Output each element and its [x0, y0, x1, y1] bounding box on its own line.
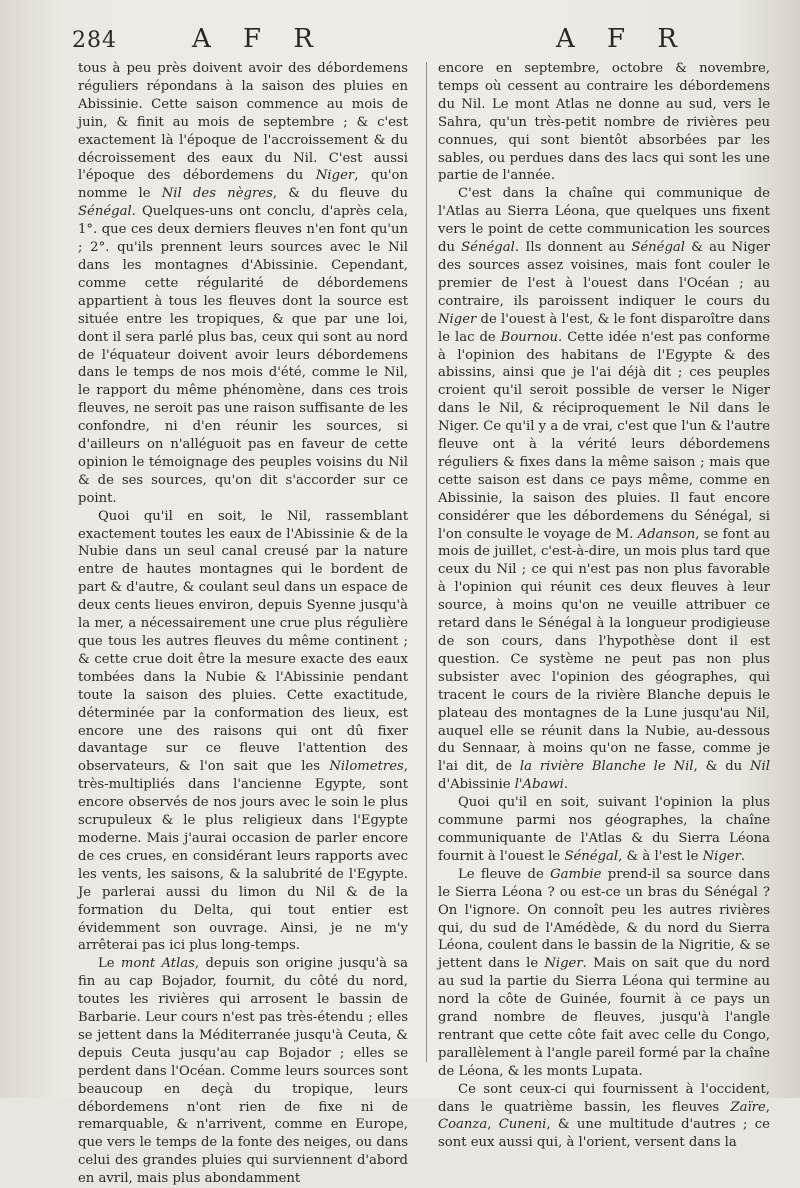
- column-divider: [426, 62, 427, 1062]
- text-run: , depuis son origine jusqu'à sa fin au cap Bojador, fournit, du côté du nord, toutes les rivières qui arrosent le bassin de Barbarie. Leur cours n'est pas très-étendu ; elles se jettent dans la Méditerranée jusqu'à Ceuta, & depuis Ceuta jusqu'au cap Bojador ; elles se perdent dans l'Océan. Comme leurs sources sont beaucoup en deçà du tropique, leurs débordemens n'ont rien de fixe ni de remarquable, & n'arrivent, comme en Europe, que vers le temps de la fonte des neiges, ou dans celui des grandes pluies qui surviennent d'abord en avril, mais plus abondamment: [78, 956, 408, 1187]
- italic-term: Nil: [750, 759, 770, 775]
- text-run: . Cette idée n'est pas conforme à l'opinion des habitans de l'Egypte & des abissins, ainsi que je l'ai déjà dit ; ces peuples croient qu'il seroit possible de verser le Niger dans le Nil, & réciproquement le Nil dans le Niger. Ce qu'il y a de vrai, c'est que l'un & l'autre fleuve ont à la vérité leurs débordemens réguliers & fixes dans la même saison ; mais que cette saison est dans ce pays même, comme en Abissinie, la saison des pluies. Il faut encore considérer que les débordemens du Sénégal, si l'on consulte le voyage de M.: [438, 329, 770, 542]
- text-run: d'Abissinie: [438, 777, 515, 793]
- italic-term: Nilometres: [329, 759, 404, 775]
- italic-term: Cuneni: [498, 1117, 547, 1133]
- text-run: , & du: [693, 759, 750, 775]
- text-run: C'est dans la chaîne qui communique de l'Atlas au Sierra Léona, que quelques uns fixent vers le point de cette communication les sources du: [438, 186, 770, 256]
- italic-term: Sénégal: [461, 240, 515, 256]
- text-run: ,: [487, 1117, 499, 1133]
- italic-term: Nil des nègres: [161, 186, 273, 202]
- left-column: [78, 60, 408, 1187]
- italic-term: Niger: [702, 848, 741, 864]
- text-run: de l'ouest à l'est, & le font disparoître dans le lac de: [438, 311, 770, 345]
- text-run: , se font au mois de juillet, c'est-à-dire, un mois plus tard que ceux du Nil ; ce qui n'est pas non plus favorable à l'opinion qui réunit ces deux fleuves à leur source, à moins qu'on ne veuille attribuer ce retard dans le Sénégal à la longueur prodigieuse de son cours, dans l'hypothèse dont il est question. Ce système ne peut pas non plus subsister avec l'opinion des géographes, qui tracent le cours de la rivière Blanche depuis le plateau des montagnes de la Lune jusqu'au Nil, auquel elle se réunit dans la Nubie, au-dessous du Sennaar, à moins qu'on ne fasse, comme je l'ai dit, de: [438, 526, 770, 775]
- text-run: tous à peu près doivent avoir des débordemens réguliers répondans à la saison des pluies en Abissinie. Cette saison commence au mois de juin, & finit au mois de septembre ; & c'est exactement là l'époque de l'accroissement & du décroissement des eaux du Nil. C'est aussi l'époque des débordemens du: [78, 61, 408, 184]
- text-run: . Ils donnent au: [514, 240, 632, 256]
- text-run: , qu'on nomme le: [78, 168, 408, 202]
- paragraph: [438, 60, 770, 185]
- text-run: Quoi qu'il en soit, le Nil, rassemblant exactement toutes les eaux de l'Abissinie & de la Nubie dans un seul canal creusé par la nature entre de hautes montagnes qui le bordent de part & d'autre, & coulant seul dans un espace de deux cents lieues environ, depuis Syenne jusqu'à la mer, a nécessairement une crue plus régulière que tous les autres fleuves du même continent ; & cette crue doit être la mesure exacte des eaux tombées dans la Nubie & l'Abissinie pendant toute la saison des pluies. Cette exactitude, déterminée par la conformation des lieux, est encore une des raisons qui ont dû fixer davantage sur ce fleuve l'attention des observateurs, & l'on sait que les: [78, 508, 408, 775]
- paragraph: [438, 794, 770, 866]
- text-run: prend-il sa source dans le Sierra Léona ? ou est-ce un bras du Sénégal ? On l'ignore. On connoît peu les autres rivières qui, du sud de l'Amédède, & du nord du Sierra Léona, coulent dans le bassin de la Nigritie, & se jettent dans le: [438, 866, 770, 972]
- italic-term: mont Atlas: [120, 956, 195, 972]
- paragraph: [78, 508, 408, 956]
- running-head-left: A F R: [192, 24, 325, 54]
- text-run: , très-multipliés dans l'ancienne Egypte, sont encore observés de nos jours avec le soin le plus scrupuleux & le plus religieux dans l'Egypte moderne. Mais j'aurai occasion de parler encore de ces crues, en considérant leurs rapports avec les vents, les saisons, & la salubrité de l'Egypte. Je parlerai aussi du limon du Nil & de la formation du Delta, qui tout entier est évidemment son ouvrage. Ainsi, je ne m'y arrêterai pas ici plus long-temps.: [78, 759, 408, 954]
- right-column: [438, 60, 770, 1151]
- running-head-right: A F R: [556, 24, 689, 54]
- text-run: , & du fleuve du: [272, 186, 408, 202]
- page-number: 284: [72, 28, 117, 53]
- italic-term: Sénégal: [78, 204, 132, 220]
- italic-term: Niger: [315, 168, 355, 184]
- italic-term: Niger: [544, 956, 583, 972]
- text-run: Quoi qu'il en soit, suivant l'opinion la plus commune parmi nos géographes, la chaîne communiquante de l'Atlas & du Sierra Léona fournit à l'ouest le: [438, 795, 770, 864]
- paragraph: [78, 955, 408, 1188]
- text-run: . Quelques-uns ont conclu, d'après cela, 1°. que ces deux derniers fleuves n'en font qu'un ; 2°. qu'ils prennent leurs sources avec le Nil dans les montagnes d'Abissinie. Cependant, comme cette régularité de débordemens appartient à tous les fleuves dont la source est située entre les tropiques, & que par une loi, dont il sera parlé plus bas, ceux qui sont au nord de l'équateur doivent avoir leurs débordemens dans le temps de nos mois d'été, comme le Nil, le rapport du même phénomène, dans ces trois fleuves, ne seroit pas une raison suffisante de les confondre, ni d'en réunir les sources, si d'ailleurs on n'alléguoit pas en faveur de cette opinion le témoignage des peuples voisins du Nil & de ses sources, qu'on dit s'accorder sur ce point.: [78, 204, 408, 506]
- italic-term: la rivière Blanche le Nil: [519, 759, 694, 775]
- italic-term: l'Abawi: [514, 777, 564, 793]
- text-run: , & à l'est le: [618, 848, 703, 864]
- text-run: & au Niger des sources assez voisines, mais font couler le premier de l'est à l'ouest dans l'Océan ; au contraire, ils paroissent indiquer le cours du: [438, 240, 770, 309]
- italic-term: Sénégal: [564, 848, 619, 864]
- paragraph: [438, 185, 770, 794]
- italic-term: Bournou: [500, 329, 559, 345]
- italic-term: Niger: [438, 311, 477, 327]
- paragraph: [438, 1081, 770, 1153]
- text-run: encore en septembre, octobre & novembre, temps où cessent au contraire les débordemens du Nil. Le mont Atlas ne donne au sud, vers le Sahra, qu'un très-petit nombre de rivières peu connues, qui sont bientôt absorbées par les sables, ou perdues dans des lacs qui sont les une partie de l'année.: [438, 61, 770, 184]
- italic-term: Zaïre: [730, 1099, 766, 1115]
- text-run: Le: [98, 956, 121, 972]
- italic-term: Coanza: [438, 1117, 488, 1133]
- text-run: .: [740, 848, 746, 864]
- paragraph: [438, 866, 770, 1081]
- text-run: ,: [765, 1099, 770, 1115]
- text-run: , & une multitude d'autres ; ce sont eux aussi qui, à l'orient, versent dans la: [438, 1117, 770, 1151]
- text-run: .: [563, 777, 569, 793]
- italic-term: Adanson: [637, 526, 696, 542]
- page-header: [0, 22, 800, 56]
- text-run: . Mais on sait que du nord au sud la partie du Sierra Léona qui termine au nord la côte de Guinée, fournit à ce pays un grand nombre de fleuves, jusqu'à l'angle rentrant que cette côte fait avec celle du Congo, parallèlement à l'angle pareil formé par la chaîne de Léona, & les monts Lupata.: [438, 956, 770, 1079]
- italic-term: Gambie: [550, 866, 602, 882]
- italic-term: Sénégal: [631, 240, 685, 256]
- text-run: Ce sont ceux-ci qui fournissent à l'occident, dans le quatrième bassin, les fleuves: [438, 1081, 770, 1115]
- paragraph: [78, 60, 408, 508]
- text-run: Le fleuve de: [458, 866, 551, 882]
